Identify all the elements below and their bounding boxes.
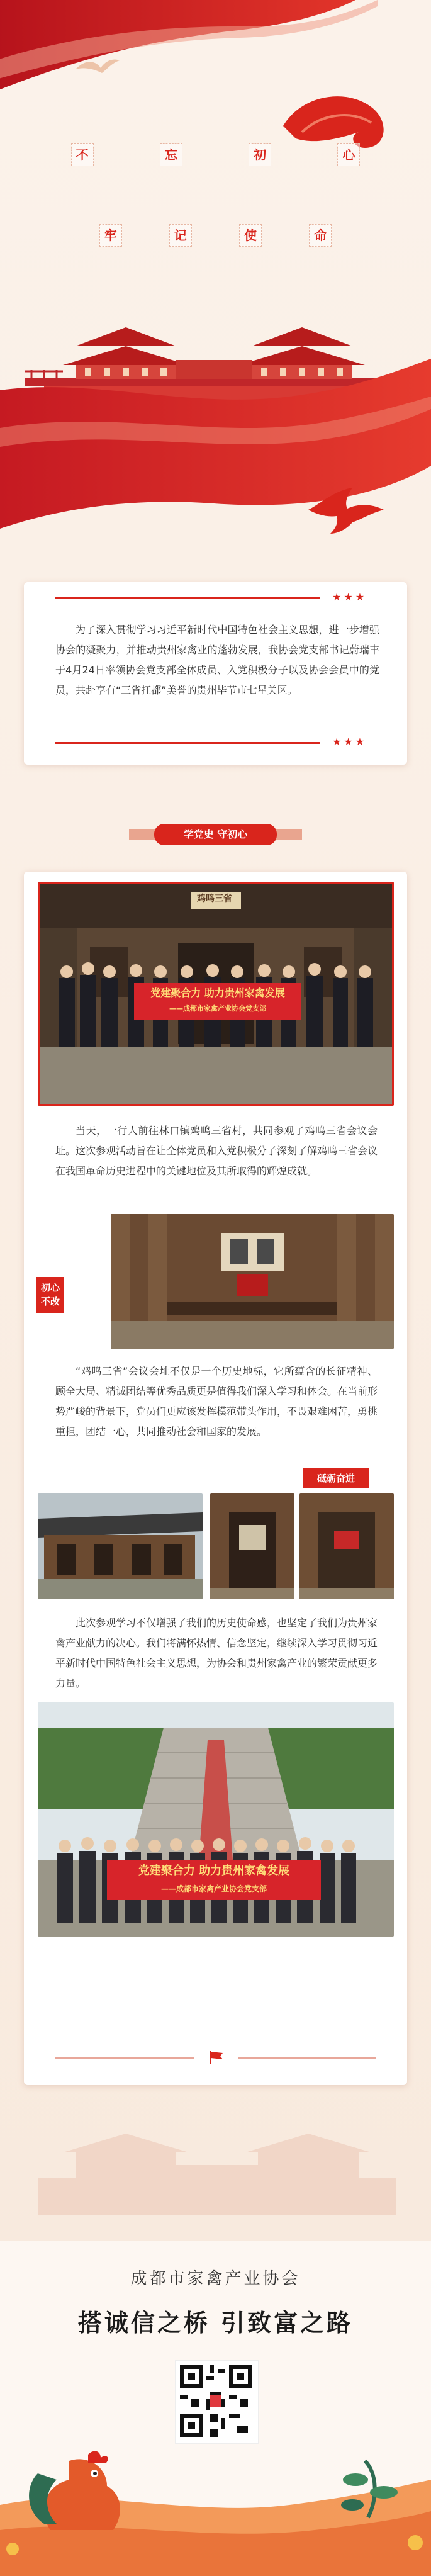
label-tag: 砥砺奋进 (303, 1468, 369, 1488)
photo-image (299, 1493, 394, 1599)
hero-header (0, 0, 431, 566)
group-photo-steps (38, 1702, 394, 1937)
stars-decoration: ★★★ (332, 736, 367, 748)
paragraph-1: 当天，一行人前往林口镇鸡鸣三省村，共同参观了鸡鸣三省会议会址。这次参观活动旨在让全体党员和入党积极分子深刻了解鸡鸣三省会议在我国革命历史进程中的关键地位及其所取得的辉煌成就。 (55, 1125, 378, 1177)
footer-divider-right (238, 2057, 376, 2059)
doorway-photo-1 (210, 1493, 294, 1599)
section-tag (129, 821, 302, 848)
red-banner (107, 1860, 321, 1900)
slogan-char: 记 (169, 224, 192, 247)
main-card (24, 872, 407, 2085)
photo-image (38, 1493, 203, 1599)
dove-icon (308, 485, 384, 535)
slogan-row-1 (0, 143, 431, 166)
badge-line-2: 不改 (40, 1296, 60, 1307)
flag-icon (208, 2050, 224, 2065)
doorway-photo-2 (299, 1493, 394, 1599)
slogan-char: 初 (249, 143, 271, 166)
slogan-char: 忘 (160, 143, 182, 166)
footer-slogan: 搭诚信之桥 引致富之路 (77, 2309, 354, 2337)
slogan-char: 命 (309, 224, 332, 247)
side-badge (36, 1277, 64, 1313)
rooster-icon (29, 2451, 120, 2530)
footer-divider-left (55, 2057, 194, 2059)
red-flag-banner (0, 0, 378, 94)
intro-text: 为了深入贯彻学习习近平新时代中国特色社会主义思想，进一步增强协会的凝聚力，并推动贵州家禽业的蓬勃发展，我协会党支部书记蔚瑞丰于4月24日率领协会党支部全体成员、入党积极分子以及协会会员中的党员，共赴享有“三省扛都”美誉的贵州毕节市七星关区。 (55, 624, 379, 696)
stars-decoration: ★★★ (332, 591, 367, 603)
old-building-photo (38, 1493, 203, 1599)
building-silhouette (0, 2108, 431, 2222)
badge-line-1: 初心 (40, 1282, 60, 1293)
section-tag-label: 学党史 守初心 (154, 824, 277, 845)
photo-image (38, 1702, 394, 1937)
red-banner (134, 983, 301, 1020)
footer-illustration (0, 2448, 431, 2576)
slogan-char: 使 (239, 224, 262, 247)
slogan-row-2 (0, 224, 431, 247)
divider-line (55, 597, 320, 599)
qr-code (175, 2360, 259, 2444)
group-photo-building (38, 882, 394, 1106)
building-sign: 鸡鸣三省 (197, 894, 232, 904)
banner-line-1: 党建聚合力 助力贵州家禽发展 (138, 1864, 290, 1877)
footer (0, 2241, 431, 2576)
photo-image (111, 1214, 394, 1349)
bird-icon (76, 57, 120, 76)
paragraph-3: 此次参观学习不仅增强了我们的历史使命感，也坚定了我们为贵州家禽产业献力的决心。我们将满怀热情、信念坚定，继续深入学习贯彻习近平新时代中国特色社会主义思想，为协会和贵州家禽产业的繁荣贡献更多力量。 (55, 1617, 378, 1689)
meeting-room-photo (111, 1214, 394, 1349)
photo-image (210, 1493, 294, 1599)
association-name: 成都市家禽产业协会 (130, 2269, 301, 2288)
banner-line-1: 党建聚合力 助力贵州家禽发展 (150, 987, 285, 999)
qr-code-icon (176, 2361, 255, 2441)
slogan-char: 心 (337, 143, 360, 166)
banner-line-2: ——成都市家禽产业协会党支部 (160, 1884, 267, 1893)
slogan-char: 牢 (99, 224, 122, 247)
intro-card (24, 582, 407, 765)
divider-line (55, 742, 320, 744)
slogan-char: 不 (71, 143, 94, 166)
paragraph-2: “鸡鸣三省”会议会址不仅是一个历史地标，它所蕴含的长征精神、顾全大局、精诚团结等优秀品质更是值得我们深入学习和体会。在当前形势严峻的背景下，党员们更应该发挥模范带头作用，不畏艰难困苦，勇挑重担，团结一心，共同推动社会和国家的发展。 (55, 1365, 378, 1437)
banner-line-2: ——成都市家禽产业协会党支部 (169, 1004, 266, 1013)
